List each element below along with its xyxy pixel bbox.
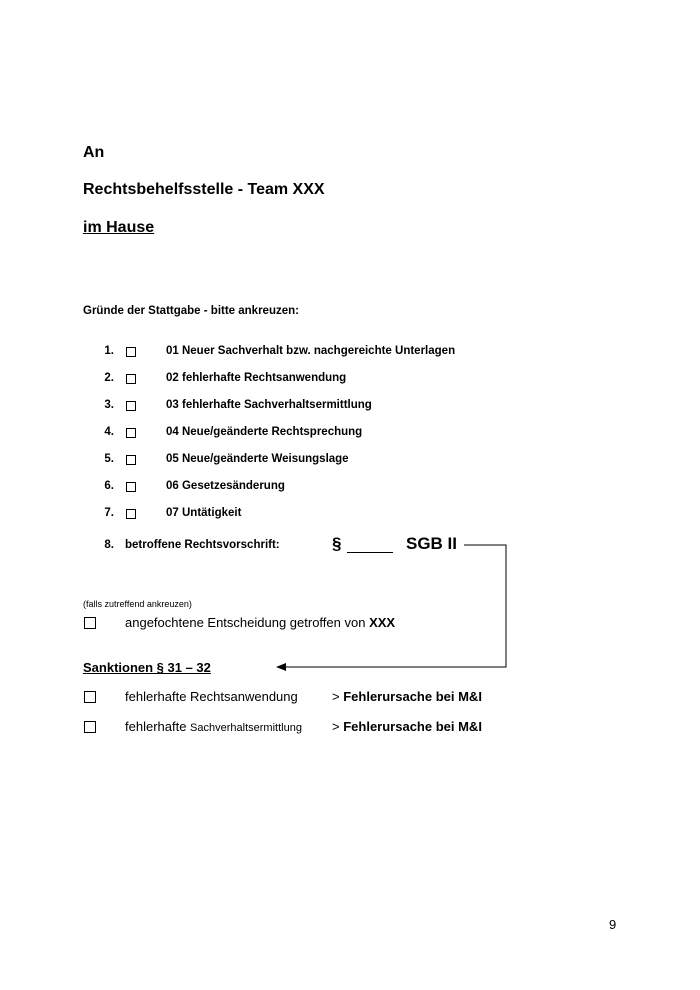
cause-prefix: >	[332, 689, 344, 704]
recipient-title: Rechtsbehelfsstelle - Team XXX	[83, 181, 325, 198]
addressee-prefix: An	[83, 144, 105, 161]
sanctions-heading: Sanktionen § 31 – 32	[83, 660, 211, 675]
legal-provision-label: betroffene Rechtsvorschrift:	[125, 539, 280, 551]
reason-number: 6.	[104, 480, 114, 492]
reason-label: 07 Untätigkeit	[166, 507, 242, 519]
location-label: im Hause	[83, 219, 155, 236]
sanction-cause	[332, 719, 482, 734]
reason-label: 05 Neue/geänderte Weisungslage	[166, 453, 349, 465]
reason-number: 8.	[104, 539, 114, 551]
paragraph-sign: §	[332, 534, 342, 553]
optional-note: (falls zutreffend ankreuzen)	[83, 599, 192, 609]
sanction-label	[125, 689, 298, 704]
sanction-checkbox[interactable]	[84, 691, 96, 703]
reason-number: 5.	[104, 453, 114, 465]
sanction-cause	[332, 689, 482, 704]
contested-by: XXX	[369, 615, 396, 630]
sanction-label-small: Sachverhaltsermittlung	[190, 722, 302, 734]
reasons-heading: Gründe der Stattgabe - bitte ankreuzen:	[83, 305, 299, 317]
reason-number: 1.	[104, 345, 114, 357]
reason-label: 03 fehlerhafte Sachverhaltsermittlung	[166, 399, 372, 411]
sanction-label-main: fehlerhafte Rechtsanwendung	[125, 689, 298, 704]
contested-label	[125, 615, 395, 630]
reason-label: 01 Neuer Sachverhalt bzw. nachgereichte Unterlagen	[166, 345, 456, 357]
reason-label: 02 fehlerhafte Rechtsanwendung	[166, 372, 347, 384]
contested-checkbox[interactable]	[84, 617, 96, 629]
cause-prefix: >	[332, 719, 344, 734]
contested-text: angefochtene Entscheidung getroffen von	[125, 615, 370, 630]
page-number: 9	[609, 917, 617, 932]
reason-label: 04 Neue/geänderte Rechtsprechung	[166, 426, 363, 438]
reason-label: 06 Gesetzesänderung	[166, 480, 285, 492]
reason-number: 4.	[104, 426, 114, 438]
reason-number: 2.	[104, 372, 114, 384]
reason-number: 7.	[104, 507, 114, 519]
law-name: SGB II	[406, 534, 458, 553]
cause-text: Fehlerursache bei M&I	[343, 719, 482, 734]
reason-number: 3.	[104, 399, 114, 411]
sanction-label	[125, 719, 302, 734]
sanction-checkbox[interactable]	[84, 721, 96, 733]
sanction-label-main: fehlerhafte	[125, 719, 191, 734]
cause-text: Fehlerursache bei M&I	[343, 689, 482, 704]
